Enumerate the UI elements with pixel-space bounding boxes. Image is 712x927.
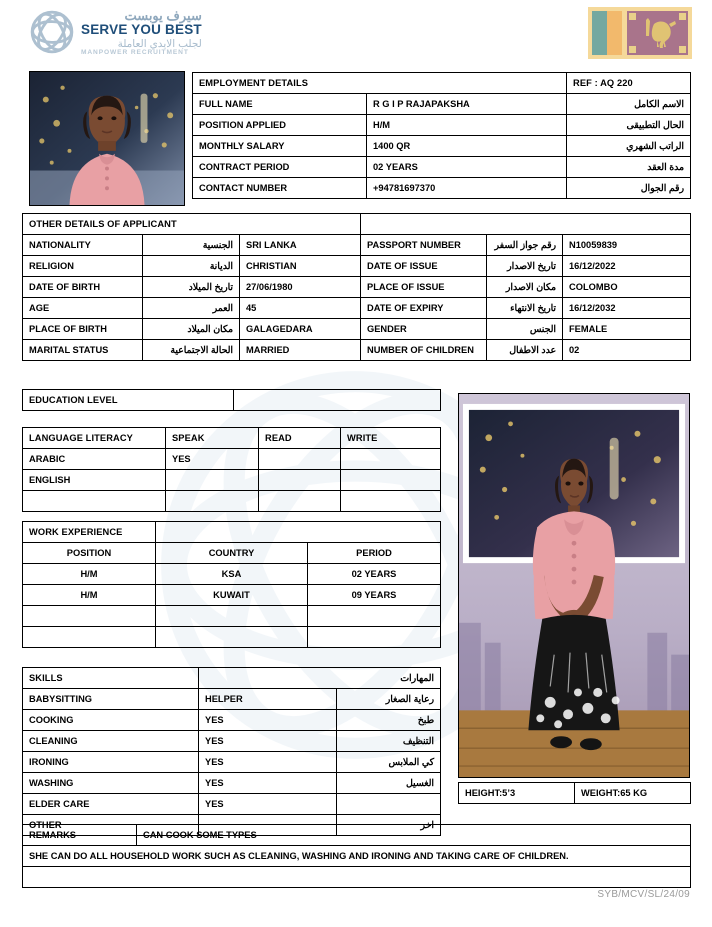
language-write-1[interactable] bbox=[341, 470, 441, 491]
employment-row bbox=[193, 94, 691, 115]
other-arabic-right-5: عدد الاطفال bbox=[487, 340, 563, 361]
logo-arabic-top: سيرف يوبست bbox=[124, 8, 202, 24]
language-header-3: WRITE bbox=[341, 428, 441, 449]
skill-label-1: COOKING bbox=[23, 710, 199, 731]
employment-row-label-0: FULL NAME bbox=[193, 94, 367, 115]
other-arabic-right-0: رقم جواز السفر bbox=[487, 235, 563, 256]
employment-row-arabic-3: مدة العقد bbox=[567, 157, 691, 178]
skill-label-0: BABYSITTING bbox=[23, 689, 199, 710]
other-arabic-left-4: مكان الميلاد bbox=[143, 319, 240, 340]
skills-title-arabic: المهارات bbox=[199, 668, 441, 689]
employment-row bbox=[193, 157, 691, 178]
other-details-row bbox=[23, 256, 691, 277]
work-country-1[interactable]: KUWAIT bbox=[156, 585, 308, 606]
employment-row-value-3[interactable]: 02 YEARS bbox=[367, 157, 567, 178]
language-speak-2[interactable] bbox=[166, 491, 259, 512]
work-position-3[interactable] bbox=[23, 627, 156, 648]
employment-header-row bbox=[193, 73, 691, 94]
skill-value-2[interactable]: YES bbox=[199, 731, 337, 752]
other-value-left-3[interactable]: 45 bbox=[240, 298, 361, 319]
skills-row bbox=[23, 752, 441, 773]
logo-arabic-bottom: لجلب الايدي العاملة bbox=[117, 37, 202, 50]
employment-row bbox=[193, 115, 691, 136]
remarks-label: REMARKS bbox=[23, 825, 137, 846]
employment-details-title: EMPLOYMENT DETAILS bbox=[193, 73, 567, 94]
skill-label-4: WASHING bbox=[23, 773, 199, 794]
employment-row bbox=[193, 136, 691, 157]
work-period-1[interactable]: 09 YEARS bbox=[308, 585, 441, 606]
education-level-value[interactable] bbox=[234, 390, 441, 411]
work-experience-title: WORK EXPERIENCE bbox=[23, 522, 156, 543]
other-arabic-right-3: تاريخ الانتهاء bbox=[487, 298, 563, 319]
employment-row-arabic-1: الحال التطبيقى bbox=[567, 115, 691, 136]
skill-value-1[interactable]: YES bbox=[199, 710, 337, 731]
language-row bbox=[23, 491, 441, 512]
other-value-right-5[interactable]: 02 bbox=[563, 340, 691, 361]
skills-row bbox=[23, 710, 441, 731]
language-header-row bbox=[23, 428, 441, 449]
work-experience-row bbox=[23, 606, 441, 627]
document-header bbox=[0, 0, 712, 68]
skill-label-2: CLEANING bbox=[23, 731, 199, 752]
skill-value-0[interactable]: HELPER bbox=[199, 689, 337, 710]
other-arabic-left-2: تاريخ الميلاد bbox=[143, 277, 240, 298]
language-name-0: ARABIC bbox=[23, 449, 166, 470]
language-literacy-table bbox=[22, 427, 441, 512]
language-read-2[interactable] bbox=[259, 491, 341, 512]
other-label-right-3: DATE OF EXPIRY bbox=[361, 298, 487, 319]
language-header-0: LANGUAGE LITERACY bbox=[23, 428, 166, 449]
education-level-title: EDUCATION LEVEL bbox=[23, 390, 234, 411]
skill-arabic-4: الغسيل bbox=[337, 773, 441, 794]
other-details-row bbox=[23, 340, 691, 361]
work-country-0[interactable]: KSA bbox=[156, 564, 308, 585]
remarks-line-2 bbox=[23, 867, 691, 888]
work-experience-row bbox=[23, 627, 441, 648]
other-arabic-right-4: الجنس bbox=[487, 319, 563, 340]
other-value-left-1[interactable]: CHRISTIAN bbox=[240, 256, 361, 277]
employment-row-label-2: MONTHLY SALARY bbox=[193, 136, 367, 157]
other-value-left-5[interactable]: MARRIED bbox=[240, 340, 361, 361]
logo-subtitle: MANPOWER RECRUITMENT bbox=[81, 49, 189, 57]
remarks-line-1: SHE CAN DO ALL HOUSEHOLD WORK SUCH AS CLEANING, WASHING AND IRONING AND TAKING CARE OF CHILDREN. bbox=[23, 846, 691, 867]
height-value: HEIGHT:5’3 bbox=[459, 783, 575, 804]
work-position-2[interactable] bbox=[23, 606, 156, 627]
other-arabic-left-5: الحالة الاجتماعية bbox=[143, 340, 240, 361]
work-experience-title-filler bbox=[156, 522, 441, 543]
other-label-right-2: PLACE OF ISSUE bbox=[361, 277, 487, 298]
other-label-right-1: DATE OF ISSUE bbox=[361, 256, 487, 277]
skill-arabic-5 bbox=[337, 794, 441, 815]
remarks-highlight: CAN COOK SOME TYPES bbox=[137, 825, 691, 846]
weight-value: WEIGHT:65 KG bbox=[575, 783, 691, 804]
other-details-row bbox=[23, 235, 691, 256]
applicant-portrait-photo bbox=[29, 71, 185, 206]
other-value-left-4[interactable]: GALAGEDARA bbox=[240, 319, 361, 340]
work-experience-table bbox=[22, 521, 441, 648]
skill-arabic-2: التنظيف bbox=[337, 731, 441, 752]
language-row bbox=[23, 470, 441, 491]
employment-row-value-2[interactable]: 1400 QR bbox=[367, 136, 567, 157]
other-label-right-0: PASSPORT NUMBER bbox=[361, 235, 487, 256]
other-value-right-1[interactable]: 16/12/2022 bbox=[563, 256, 691, 277]
skills-row bbox=[23, 773, 441, 794]
other-arabic-left-3: العمر bbox=[143, 298, 240, 319]
company-logo bbox=[28, 6, 202, 58]
other-label-left-2: DATE OF BIRTH bbox=[23, 277, 143, 298]
work-experience-row bbox=[23, 585, 441, 606]
language-header-2: READ bbox=[259, 428, 341, 449]
language-row bbox=[23, 449, 441, 470]
work-position-1[interactable]: H/M bbox=[23, 585, 156, 606]
employment-row-arabic-2: الراتب الشهري bbox=[567, 136, 691, 157]
skill-label-3: IRONING bbox=[23, 752, 199, 773]
other-label-left-3: AGE bbox=[23, 298, 143, 319]
skill-label-5: ELDER CARE bbox=[23, 794, 199, 815]
sri-lanka-flag-icon bbox=[588, 7, 692, 59]
work-column-header-1: COUNTRY bbox=[156, 543, 308, 564]
work-experience-column-header-row bbox=[23, 543, 441, 564]
other-label-right-4: GENDER bbox=[361, 319, 487, 340]
employment-row-value-4[interactable]: +94781697370 bbox=[367, 178, 567, 199]
work-column-header-2: PERIOD bbox=[308, 543, 441, 564]
other-details-row bbox=[23, 298, 691, 319]
skill-label-6: OTHER bbox=[23, 815, 199, 836]
other-value-right-3[interactable]: 16/12/2032 bbox=[563, 298, 691, 319]
other-value-right-0[interactable]: N10059839 bbox=[563, 235, 691, 256]
skills-row bbox=[23, 731, 441, 752]
employment-row-arabic-0: الاسم الكامل bbox=[567, 94, 691, 115]
employment-row bbox=[193, 178, 691, 199]
employment-details-table bbox=[192, 72, 691, 199]
skill-value-5[interactable]: YES bbox=[199, 794, 337, 815]
other-details-title: OTHER DETAILS OF APPLICANT bbox=[23, 214, 361, 235]
skill-arabic-3: كي الملابس bbox=[337, 752, 441, 773]
logo-knot-icon bbox=[28, 6, 76, 58]
language-read-0[interactable] bbox=[259, 449, 341, 470]
other-details-header-row bbox=[23, 214, 691, 235]
other-arabic-right-2: مكان الاصدار bbox=[487, 277, 563, 298]
other-label-left-4: PLACE OF BIRTH bbox=[23, 319, 143, 340]
employment-row-label-3: CONTRACT PERIOD bbox=[193, 157, 367, 178]
employment-row-value-0[interactable]: R G I P RAJAPAKSHA bbox=[367, 94, 567, 115]
language-speak-1[interactable] bbox=[166, 470, 259, 491]
other-label-left-0: NATIONALITY bbox=[23, 235, 143, 256]
employment-row-label-4: CONTACT NUMBER bbox=[193, 178, 367, 199]
work-experience-header-row bbox=[23, 522, 441, 543]
other-label-left-5: MARITAL STATUS bbox=[23, 340, 143, 361]
skill-arabic-0: رعاية الصغار bbox=[337, 689, 441, 710]
language-write-0[interactable] bbox=[341, 449, 441, 470]
skill-arabic-6: اخر bbox=[337, 815, 441, 836]
skills-row bbox=[23, 794, 441, 815]
skills-header-row bbox=[23, 668, 441, 689]
logo-main-text: SERVE YOU BEST bbox=[81, 22, 202, 38]
other-label-right-5: NUMBER OF CHILDREN bbox=[361, 340, 487, 361]
work-country-2[interactable] bbox=[156, 606, 308, 627]
work-period-0[interactable]: 02 YEARS bbox=[308, 564, 441, 585]
applicant-full-body-photo bbox=[458, 393, 690, 778]
other-arabic-left-0: الجنسية bbox=[143, 235, 240, 256]
other-details-row bbox=[23, 319, 691, 340]
employment-row-value-1[interactable]: H/M bbox=[367, 115, 567, 136]
employment-row-label-1: POSITION APPLIED bbox=[193, 115, 367, 136]
employment-row-arabic-4: رقم الجوال bbox=[567, 178, 691, 199]
skill-arabic-1: طبخ bbox=[337, 710, 441, 731]
work-position-0[interactable]: H/M bbox=[23, 564, 156, 585]
footer-reference-code: SYB/MCV/SL/24/09 bbox=[597, 889, 690, 900]
language-header-1: SPEAK bbox=[166, 428, 259, 449]
remarks-table bbox=[22, 824, 691, 888]
other-value-left-2[interactable]: 27/06/1980 bbox=[240, 277, 361, 298]
other-value-right-2[interactable]: COLOMBO bbox=[563, 277, 691, 298]
skill-value-4[interactable]: YES bbox=[199, 773, 337, 794]
language-name-1: ENGLISH bbox=[23, 470, 166, 491]
skills-table bbox=[22, 667, 441, 836]
other-details-row bbox=[23, 277, 691, 298]
other-details-table bbox=[22, 213, 691, 361]
language-speak-0[interactable]: YES bbox=[166, 449, 259, 470]
employment-ref: REF : AQ 220 bbox=[567, 73, 691, 94]
work-column-header-0: POSITION bbox=[23, 543, 156, 564]
skills-row bbox=[23, 689, 441, 710]
measurements-table bbox=[458, 782, 691, 804]
language-read-1[interactable] bbox=[259, 470, 341, 491]
other-value-right-4[interactable]: FEMALE bbox=[563, 319, 691, 340]
other-label-left-1: RELIGION bbox=[23, 256, 143, 277]
work-experience-row bbox=[23, 564, 441, 585]
language-write-2[interactable] bbox=[341, 491, 441, 512]
other-value-left-0[interactable]: SRI LANKA bbox=[240, 235, 361, 256]
education-level-table bbox=[22, 389, 441, 411]
skills-title: SKILLS bbox=[23, 668, 199, 689]
other-details-title-filler bbox=[361, 214, 691, 235]
other-arabic-right-1: تاريخ الاصدار bbox=[487, 256, 563, 277]
work-period-2[interactable] bbox=[308, 606, 441, 627]
work-period-3[interactable] bbox=[308, 627, 441, 648]
work-country-3[interactable] bbox=[156, 627, 308, 648]
skill-value-3[interactable]: YES bbox=[199, 752, 337, 773]
language-name-2 bbox=[23, 491, 166, 512]
other-arabic-left-1: الديانة bbox=[143, 256, 240, 277]
